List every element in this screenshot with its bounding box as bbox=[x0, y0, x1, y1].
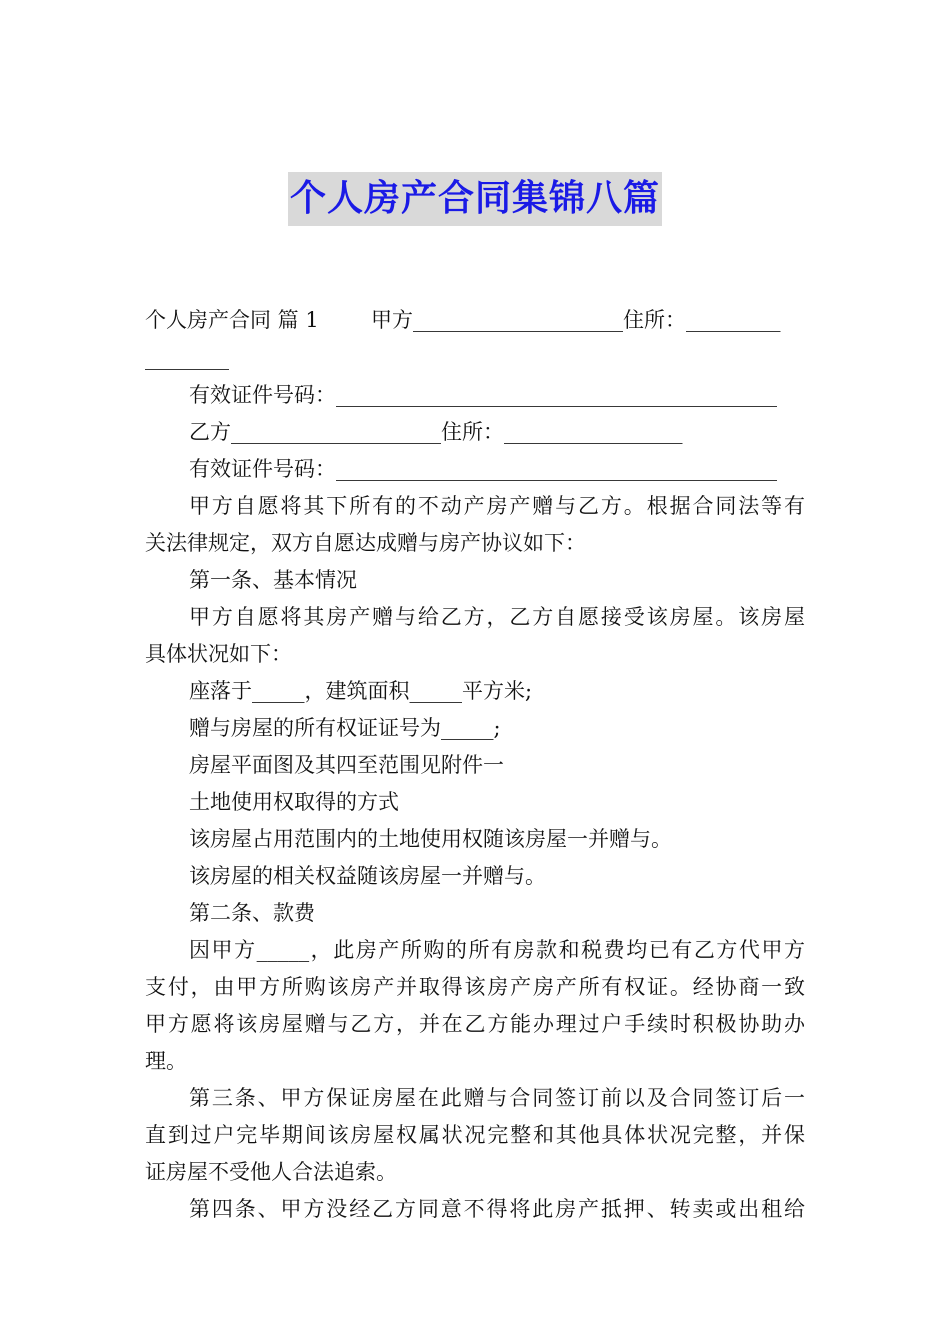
party-a-line: 甲方____________________住所：_________ bbox=[371, 308, 781, 332]
text-line: 直到过户完毕期间该房屋权属状况完整和其他具体状况完整，并保 bbox=[145, 1123, 805, 1147]
text-line: 证房屋不受他人合法追索。 bbox=[145, 1160, 397, 1184]
text-line: 有效证件号码：__________________________________________ bbox=[189, 457, 777, 481]
text-line: 具体状况如下： bbox=[145, 642, 292, 666]
text-line: 理。 bbox=[145, 1049, 187, 1073]
text-line: 支付，由甲方所购该房产并取得该房产房产所有权证。经协商一致 bbox=[145, 975, 805, 999]
document-body bbox=[145, 300, 805, 1228]
title-container bbox=[0, 172, 950, 226]
text-line: 因甲方_____，此房产所购的所有房款和税费均已有乙方代甲方 bbox=[189, 938, 805, 962]
text-line: 座落于_____，建筑面积_____平方米; bbox=[189, 679, 533, 703]
text-line: 赠与房屋的所有权证证号为_____; bbox=[189, 716, 501, 740]
text-line: 第三条、甲方保证房屋在此赠与合同签订前以及合同签订后一 bbox=[189, 1086, 805, 1110]
document-title: 个人房产合同集锦八篇 bbox=[288, 172, 662, 226]
text-line: 第一条、基本情况 bbox=[189, 568, 357, 592]
text-line: 甲方自愿将其下所有的不动产房产赠与乙方。根据合同法等有 bbox=[189, 494, 805, 518]
text-line: 有效证件号码：__________________________________________ bbox=[189, 383, 777, 407]
text-line: 甲方愿将该房屋赠与乙方，并在乙方能办理过户手续时积极协助办 bbox=[145, 1012, 805, 1036]
text-line: 房屋平面图及其四至范围见附件一 bbox=[189, 753, 504, 777]
text-line: 土地使用权取得的方式 bbox=[189, 790, 399, 814]
section-heading: 个人房产合同 篇 1 bbox=[145, 308, 319, 332]
text-line: 乙方____________________住所：_________________ bbox=[189, 420, 683, 444]
header-line bbox=[145, 300, 805, 340]
text-line: 该房屋占用范围内的土地使用权随该房屋一并赠与。 bbox=[189, 827, 672, 851]
text-line: 关法律规定，双方自愿达成赠与房产协议如下： bbox=[145, 531, 586, 555]
text-line: 第二条、款费 bbox=[189, 901, 315, 925]
text-line: ________ bbox=[145, 346, 229, 370]
text-line: 甲方自愿将其房产赠与给乙方，乙方自愿接受该房屋。该房屋 bbox=[189, 605, 805, 629]
text-line: 第四条、甲方没经乙方同意不得将此房产抵押、转卖或出租给 bbox=[189, 1197, 805, 1221]
text-line: 该房屋的相关权益随该房屋一并赠与。 bbox=[189, 864, 546, 888]
